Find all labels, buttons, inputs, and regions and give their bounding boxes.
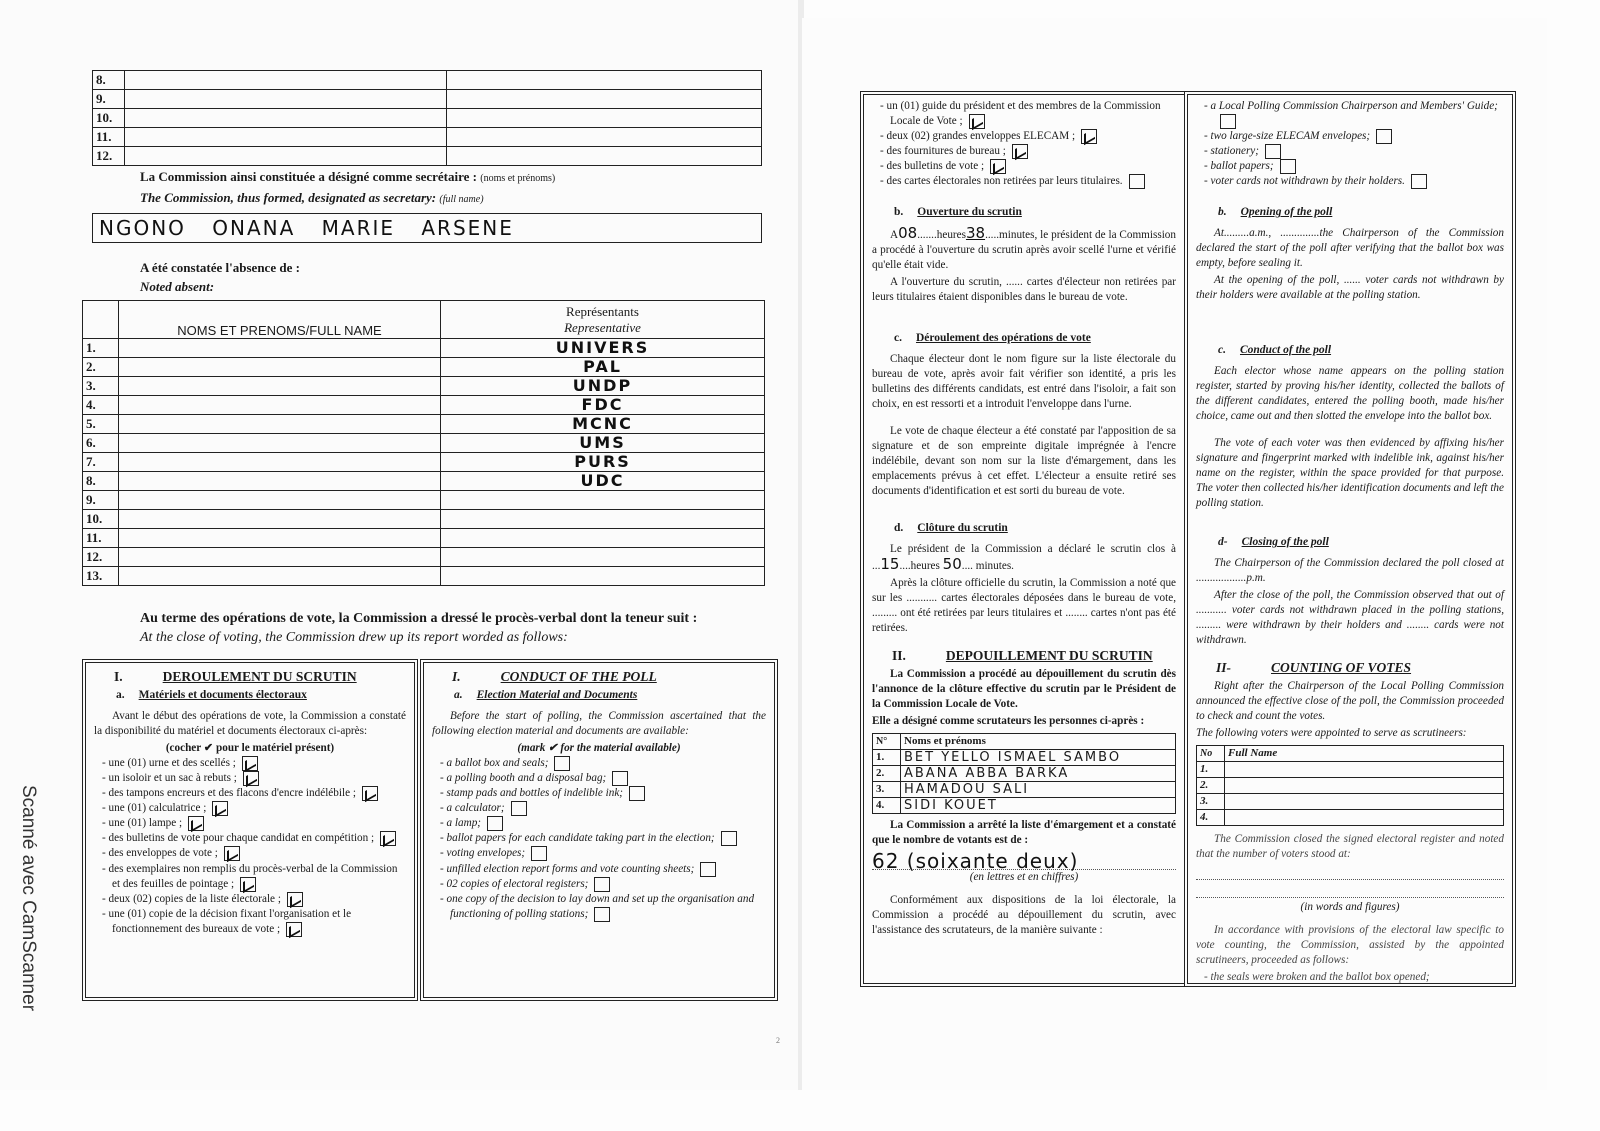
conduct-box-en xyxy=(420,659,778,1001)
subsection-number: b. xyxy=(1218,206,1227,219)
checkbox[interactable] xyxy=(594,877,610,892)
row-number: 2. xyxy=(83,358,119,377)
checklist-item xyxy=(94,907,406,937)
scrutineer-name xyxy=(1225,762,1504,778)
closing-minutes-value: 50 xyxy=(942,555,962,574)
checklist-item-label: - one copy of the decision to lay down and set up the organisation and functioning of polling stations; xyxy=(440,892,755,920)
section-title: CONDUCT OF THE POLL xyxy=(500,669,657,684)
col-name: Full Name xyxy=(1225,746,1504,762)
representative-cell: UNDP xyxy=(441,377,765,396)
checked-checkbox[interactable] xyxy=(362,786,378,801)
absent-label-fr: A été constatée l'absence de : xyxy=(140,260,300,275)
checked-checkbox[interactable] xyxy=(243,771,259,786)
checkbox[interactable] xyxy=(1376,129,1392,144)
checklist-item xyxy=(432,877,766,892)
secretary-label-en: The Commission, thus formed, designated as secretary: xyxy=(140,190,437,205)
intro-text: Before the start of polling, the Commission ascertained that the following election material and documents are available: xyxy=(432,710,766,737)
checklist-item xyxy=(872,144,1176,159)
table-row xyxy=(1197,794,1504,810)
name-cell xyxy=(125,71,447,90)
table-row xyxy=(1197,778,1504,794)
row-number: 8. xyxy=(93,71,125,90)
checklist-item-label: - des bulletins de vote ; xyxy=(880,160,985,173)
table-row xyxy=(1197,762,1504,778)
table-row xyxy=(83,358,765,377)
name-cell xyxy=(125,147,447,166)
voters-note: (en lettres et en chiffres) xyxy=(969,871,1079,884)
checklist-item xyxy=(94,801,406,816)
table-row xyxy=(93,147,762,166)
table-row xyxy=(83,415,765,434)
table-row xyxy=(83,567,765,586)
checklist-item-label: - two large-size ELECAM envelopes; xyxy=(1204,130,1371,143)
secretary-note-en: (full name) xyxy=(439,194,484,205)
row-number: 1. xyxy=(873,750,901,766)
checklist-item xyxy=(94,831,406,846)
section-number: I. xyxy=(452,669,461,684)
subsection-number: d- xyxy=(1218,536,1228,549)
voters-line xyxy=(1196,882,1504,898)
checked-checkbox[interactable] xyxy=(380,831,396,846)
table-row xyxy=(873,766,1176,782)
scrutineers-intro: The following voters were appointed to serve as scrutineers: xyxy=(1196,727,1467,740)
col-number xyxy=(83,301,119,339)
col-number: No xyxy=(1197,746,1225,762)
checklist-item xyxy=(432,846,766,861)
checked-checkbox[interactable] xyxy=(287,892,303,907)
text: minutes. xyxy=(975,560,1014,573)
representative-cell: UNIVERS xyxy=(441,339,765,358)
subsection-number: c. xyxy=(894,332,902,345)
closing-text: The Chairperson of the Commission declared the poll closed at ..................p.m. xyxy=(1196,557,1504,585)
checklist-item-label: - des exemplaires non remplis du procès-verbal de la Commission et des feuilles de pointage ; xyxy=(102,862,398,890)
checkbox[interactable] xyxy=(721,831,737,846)
name-cell xyxy=(119,396,441,415)
scrutineer-name xyxy=(1225,778,1504,794)
right-column-fr: - un (01) guide du président et des membres de la Commission Locale de Vote ; - deux (02) grandes enveloppes ELECAM ; - des fournitures de bureau ; - des bulletins de vote ; - des cartes électorales non retirées par leurs titulaires. b. Ouverture du scrutin A08.......heures38.....minutes, le président de la Commission a procédé à l'ouverture du scrutin après avoir scellé l'urne et vérifié qu'elle était vide. A l'ouverture du scrutin, ...... cartes d'électeur non retirées par leurs titulaires étaient disponibles dans le bureau de vote. c. Déroulement des opérations de vote Chaque électeur dont le nom figure sur la liste électorale du bureau de vote, après avoir fait vérifier son identité, a pris les bulletins des différents candidats, est entré dans l'isoloir, a fait son choix, en est ressorti et a introduit l'enveloppe dans l'urne. Le vote de chaque électeur a été constaté par l'apposition de sa signature et de son empreinte digitale imprégnée à l'encre indélébile, devant son nom sur la liste d'émargement, dans les emplacements prévus à cet effet. L'électeur a ensuite retiré ses documents d'identification et est sorti du bureau de vote. d. Clôture du scrutin Le président de la Commission a déclaré le scrutin clos à ...15....heures 50.... minutes. Après la clôture officielle du scrutin, la Commission a noté que sur les ........... cartes électorales déposées dans le bureau de vote, ......... ont été retirées par leurs titulaires et ........ cartes n'ont pas été retirées. II. DEPOUILLEMENT DU SCRUTIN La Commission a procédé au dépouillement du scrutin dès l'annonce de la clôture effective du scrutin par le Président de la Commission Locale de Vote. Elle a désigné comme scrutateurs les personnes ci-après : N° Noms et prénoms 1. BET YELLO ISMAEL SAMBO 2. ABANA ABBA BARKA 3. HAMADOU SALI 4. SIDI KOUET La Commission a arrêté la liste d'émargement et a constaté que le nombre de votants est de : 62 (soixante deux) (en lettres et en chiffres) Conformément aux dispositions de la loi électorale, la Commission a procédé au dépouillement du scrutin, avec l'assistance des scrutateurs, de la manière suivante : xyxy=(860,91,1184,987)
subsection-title: Closing of the poll xyxy=(1241,536,1329,549)
table-row xyxy=(83,396,765,415)
checklist-item xyxy=(432,771,766,786)
checklist-item xyxy=(872,129,1176,144)
conduct-paragraph-2: The vote of each voter was then evidenced by affixing his/her signature and fingerprint marked with indelible ink, against his/her name on the register, within the space provided for that purpose. The voter then collected his/her identification documents and left the polling station. xyxy=(1196,437,1504,510)
row-number: 5. xyxy=(83,415,119,434)
counting-step: - the seals were broken and the ballot box opened; xyxy=(1204,971,1430,984)
table-row xyxy=(873,798,1176,814)
name-cell xyxy=(119,358,441,377)
checklist-item-label: - ballot papers for each candidate taking part in the election; xyxy=(440,832,715,845)
closing-hours-value: 15 xyxy=(880,555,900,574)
section-number: I. xyxy=(114,669,123,684)
conduct-paragraph-2: Le vote de chaque électeur a été constaté par l'apposition de sa signature et de son empreinte digitale imprégnée à l'encre indélébile, devant son nom sur la liste d'émargement, dans les emplacements prévus à cet effet. L'électeur a ensuite retiré ses documents d'identification et est sorti du bureau de vote. xyxy=(872,425,1176,498)
checklist xyxy=(432,756,766,922)
counting-paragraph: La Commission a procédé au dépouillement du scrutin dès l'annonce de la clôture effective du scrutin par le Président de la Commission Locale de Vote. xyxy=(872,668,1176,711)
secretary-name-field: NGONO ONANA MARIE ARSENE xyxy=(92,213,762,243)
subsection-title: Clôture du scrutin xyxy=(917,522,1008,535)
representative-cell xyxy=(447,71,762,90)
row-number: 6. xyxy=(83,434,119,453)
checkbox[interactable] xyxy=(554,756,570,771)
checklist-item xyxy=(94,771,406,786)
checklist-item xyxy=(94,892,406,907)
closing-text-fr: Au terme des opérations de vote, la Commission a dressé le procès-verbal dont la teneur suit : xyxy=(140,611,698,626)
representative-cell xyxy=(441,548,765,567)
checklist-item-label: - deux (02) copies de la liste électorale ; xyxy=(102,892,281,905)
checklist-item xyxy=(432,831,766,846)
subsection-number: b. xyxy=(894,206,904,219)
checklist xyxy=(94,756,406,937)
checklist-item-label: - a Local Polling Commission Chairperson and Members' Guide; xyxy=(1204,100,1498,112)
checklist-item xyxy=(1196,159,1504,174)
table-row xyxy=(93,109,762,128)
opening-text: At.........a.m., ..............the Chairperson of the Commission declared the start of the poll after verifying that the ballot box was empty, before sealing it. xyxy=(1196,227,1504,270)
checked-checkbox[interactable] xyxy=(286,922,302,937)
checklist-item xyxy=(94,786,406,801)
row-number: 2. xyxy=(873,766,901,782)
intro-text: Avant le début des opérations de vote, la Commission a constaté la disponibilité du matériel et documents électoraux ci-après: xyxy=(94,710,406,737)
scrutineers-table-fr xyxy=(872,733,1176,814)
representative-cell: FDC xyxy=(441,396,765,415)
checklist-item-label: - a polling booth and a disposal bag; xyxy=(440,772,607,785)
name-cell xyxy=(119,377,441,396)
name-cell xyxy=(119,548,441,567)
secretary-label xyxy=(140,167,555,209)
row-number: 12. xyxy=(93,147,125,166)
row-number: 4. xyxy=(83,396,119,415)
checkbox[interactable] xyxy=(700,862,716,877)
checklist-item-label: - 02 copies of electoral registers; xyxy=(440,877,589,890)
checklist-item-label: - un isoloir et un sac à rebuts ; xyxy=(102,772,237,785)
checklist-item xyxy=(432,756,766,771)
opening-minutes-value: 38 xyxy=(965,224,986,243)
section-title: DEROULEMENT DU SCRUTIN xyxy=(162,669,357,684)
counting-paragraph: Right after the Chairperson of the Local Polling Commission announced the effective close of the poll, the Commission proceeded to check and count the votes. xyxy=(1196,680,1504,723)
section-title: COUNTING OF VOTES xyxy=(1271,660,1412,676)
checkbox[interactable] xyxy=(511,801,527,816)
table-row xyxy=(93,71,762,90)
absent-label-en: Noted absent: xyxy=(140,279,215,294)
members-table xyxy=(92,70,762,166)
checklist-item-label: - des tampons encreurs et des flacons d'encre indélébile ; xyxy=(102,787,356,800)
checklist-item xyxy=(1196,144,1504,159)
voters-note: (in words and figures) xyxy=(1300,901,1400,914)
representative-cell: UMS xyxy=(441,434,765,453)
table-row xyxy=(83,510,765,529)
checklist-item-label: - des bulletins de vote pour chaque candidat en compétition ; xyxy=(102,832,375,845)
name-cell xyxy=(119,453,441,472)
checklist-item xyxy=(94,862,406,892)
checklist-item-label: - une (01) lampe ; xyxy=(102,817,183,830)
checklist-item-label: - des cartes électorales non retirées par leurs titulaires. xyxy=(880,175,1123,188)
col-name: Noms et prénoms xyxy=(901,734,1176,750)
representative-cell: MCNC xyxy=(441,415,765,434)
text: Le président de la Commission a déclaré le scrutin clos à xyxy=(890,543,1176,556)
col-number: N° xyxy=(873,734,901,750)
checklist-item-label: - a calculator; xyxy=(440,802,505,815)
name-cell xyxy=(119,434,441,453)
representative-cell xyxy=(447,109,762,128)
checklist-item xyxy=(432,816,766,831)
checklist-item xyxy=(94,816,406,831)
checklist-item-label: - a ballot box and seals; xyxy=(440,757,549,770)
text: A xyxy=(890,229,899,242)
row-number: 4. xyxy=(873,798,901,814)
table-row xyxy=(83,529,765,548)
checked-checkbox[interactable] xyxy=(240,877,256,892)
checked-checkbox[interactable] xyxy=(212,801,228,816)
checklist xyxy=(1196,99,1504,189)
checked-checkbox[interactable] xyxy=(188,816,204,831)
col-full-name-label: NOMS ET PRENOMS/FULL NAME xyxy=(177,323,382,338)
table-row xyxy=(873,750,1176,766)
checklist-item xyxy=(1196,174,1504,189)
camscanner-watermark: Scanné avec CamScanner xyxy=(18,785,39,1012)
conduct-paragraph-1: Each elector whose name appears on the polling station register, started by proving his/her identity, collected the ballots of the different candidates, entered the polling booth, made his/her choice, came out and then slotted the envelope into the ballot box. xyxy=(1196,365,1504,423)
table-row xyxy=(93,128,762,147)
row-number: 13. xyxy=(83,567,119,586)
checkbox[interactable] xyxy=(1411,174,1427,189)
table-row xyxy=(873,782,1176,798)
representative-cell xyxy=(441,529,765,548)
checked-checkbox[interactable] xyxy=(242,756,258,771)
subsection-number: d. xyxy=(894,522,904,535)
name-cell xyxy=(119,339,441,358)
col-full-name xyxy=(119,301,441,339)
checklist-item-label: - des enveloppes de vote ; xyxy=(102,847,218,860)
checklist-item xyxy=(872,174,1176,189)
checked-checkbox[interactable] xyxy=(1012,144,1028,159)
representative-cell xyxy=(447,147,762,166)
subsection-number: a. xyxy=(454,689,463,701)
checklist-item-label: - ballot papers; xyxy=(1204,160,1274,173)
row-number: 3. xyxy=(1197,794,1225,810)
row-number: 3. xyxy=(83,377,119,396)
checklist-item xyxy=(432,786,766,801)
checklist-item-label: - des fournitures de bureau ; xyxy=(880,145,1006,158)
row-number: 4. xyxy=(1197,810,1225,826)
checklist-item-label: - un (01) guide du président et des membres de la Commission Locale de Vote ; xyxy=(880,100,1161,128)
representative-cell: PAL xyxy=(441,358,765,377)
representative-cell xyxy=(441,491,765,510)
representative-cell xyxy=(441,510,765,529)
scrutineer-name xyxy=(1225,810,1504,826)
table-row xyxy=(83,339,765,358)
table-row xyxy=(83,491,765,510)
checklist-item xyxy=(94,846,406,861)
table-row xyxy=(83,453,765,472)
table-row xyxy=(93,90,762,109)
name-cell xyxy=(119,529,441,548)
section-number: II. xyxy=(892,648,906,664)
checklist-item xyxy=(432,862,766,877)
scrutineers-intro: Elle a désigné comme scrutateurs les personnes ci-après : xyxy=(872,715,1145,728)
text: minutes, le président de la Commission a procédé à l'ouverture du scrutin après avoir scellé l'urne et vérifié qu'elle était vide. xyxy=(872,229,1176,272)
subsection-title: Matériels et documents électoraux xyxy=(138,689,307,701)
table-row xyxy=(83,377,765,396)
voters-text: La Commission a arrêté la liste d'émargement et a constaté que le nombre de votants est de : xyxy=(872,819,1176,847)
scrutineer-name: HAMADOU SALI xyxy=(901,782,1176,798)
checkbox[interactable] xyxy=(1265,144,1281,159)
absent-table xyxy=(82,300,765,586)
opening-hours-value: 08 xyxy=(898,224,918,243)
representative-cell xyxy=(447,90,762,109)
scrutineer-name: BET YELLO ISMAEL SAMBO xyxy=(901,750,1176,766)
checklist xyxy=(872,99,1176,189)
checklist-item xyxy=(432,801,766,816)
checked-checkbox[interactable] xyxy=(969,114,985,129)
checklist-item-label: - stationery; xyxy=(1204,145,1259,158)
checkbox[interactable] xyxy=(531,846,547,861)
checkbox[interactable] xyxy=(629,786,645,801)
col-rep-fr: Représentants xyxy=(566,303,639,319)
opening-cards-text: At the opening of the poll, ...... voter cards not withdrawn by their holders were available at the polling station. xyxy=(1196,274,1504,302)
checklist-item xyxy=(432,892,766,922)
representative-cell xyxy=(441,567,765,586)
instruction-text: (mark ✔ for the material available) xyxy=(517,742,681,754)
subsection-title: Conduct of the poll xyxy=(1239,344,1332,357)
checklist-item-label: - voter cards not withdrawn by their holders. xyxy=(1204,175,1405,188)
counting-procedure-text: Conformément aux dispositions de la loi électorale, la Commission a procédé au dépouillement du scrutin, avec l'assistance des scrutateurs, de la manière suivante : xyxy=(872,894,1176,937)
checkbox[interactable] xyxy=(487,816,503,831)
subsection-number: a. xyxy=(116,689,125,701)
checked-checkbox[interactable] xyxy=(1081,129,1097,144)
checklist-item xyxy=(872,159,1176,174)
row-number: 3. xyxy=(873,782,901,798)
name-cell xyxy=(119,472,441,491)
checkbox[interactable] xyxy=(594,907,610,922)
scrutineers-table-en xyxy=(1196,745,1504,826)
conduct-paragraph-1: Chaque électeur dont le nom figure sur la liste électorale du bureau de vote, après avoir fait vérifier son identité, a pris les bulletins des différents candidats, est entré dans l'isoloir, a fait son choix, en est ressorti et a introduit l'enveloppe dans l'urne. xyxy=(872,353,1176,411)
col-representative xyxy=(441,301,765,339)
checkbox[interactable] xyxy=(612,771,628,786)
name-cell xyxy=(119,415,441,434)
table-row xyxy=(1197,810,1504,826)
name-cell xyxy=(125,128,447,147)
closing-text-en: At the close of voting, the Commission drew up its report worded as follows: xyxy=(140,630,568,645)
checklist-item-label: - a lamp; xyxy=(440,817,482,830)
voters-count-value: 62 (soixante deux) xyxy=(872,854,1176,870)
conduct-box-fr xyxy=(82,659,418,1001)
name-cell xyxy=(119,567,441,586)
subsection-title: Opening of the poll xyxy=(1240,206,1333,219)
checklist-item-label: - deux (02) grandes enveloppes ELECAM ; xyxy=(880,130,1076,143)
name-cell xyxy=(119,491,441,510)
checklist-item-label: - voting envelopes; xyxy=(440,847,526,860)
subsection-title: Election Material and Documents xyxy=(476,689,638,701)
row-number: 7. xyxy=(83,453,119,472)
scrutineer-name: ABANA ABBA BARKA xyxy=(901,766,1176,782)
subsection-title: Déroulement des opérations de vote xyxy=(915,332,1091,345)
scrutineer-name: SIDI KOUET xyxy=(901,798,1176,814)
subsection-title: Ouverture du scrutin xyxy=(917,206,1022,219)
text: heures xyxy=(936,229,966,242)
checklist-item-label: - une (01) copie de la décision fixant l'organisation et le fonctionnement des bureaux de vote ; xyxy=(102,907,352,935)
row-number: 12. xyxy=(83,548,119,567)
voters-line xyxy=(1196,864,1504,880)
name-cell xyxy=(119,510,441,529)
table-row xyxy=(83,548,765,567)
row-number: 9. xyxy=(83,491,119,510)
checklist-item-label: - une (01) calculatrice ; xyxy=(102,802,207,815)
checklist-item xyxy=(1196,129,1504,144)
checklist-item-label: - unfilled election report forms and vote counting sheets; xyxy=(440,862,695,875)
voters-text: The Commission closed the signed electoral register and noted that the number of voters stood at: xyxy=(1196,833,1504,861)
secretary-label-fr: La Commission ainsi constituée a désigné comme secrétaire : xyxy=(140,169,477,184)
closing-cards-text: After the close of the poll, the Commission observed that out of ........... voter cards not withdrawn placed in the polling stations, ......... were withdrawn by their holders and ........ cards were not withdrawn. xyxy=(1196,589,1504,647)
table-row xyxy=(83,472,765,491)
scrutineer-name xyxy=(1225,794,1504,810)
checkbox[interactable] xyxy=(1220,114,1236,129)
section-number: II- xyxy=(1216,660,1232,676)
row-number: 1. xyxy=(83,339,119,358)
checklist-item xyxy=(94,756,406,771)
row-number: 1. xyxy=(1197,762,1225,778)
row-number: 10. xyxy=(83,510,119,529)
section-title: DEPOUILLEMENT DU SCRUTIN xyxy=(945,648,1153,664)
page-number: 2 xyxy=(776,1036,780,1045)
checklist-item-label: - une (01) urne et des scellés ; xyxy=(102,757,236,770)
checkbox[interactable] xyxy=(1280,159,1296,174)
representative-cell xyxy=(447,128,762,147)
checked-checkbox[interactable] xyxy=(224,846,240,861)
row-number: 10. xyxy=(93,109,125,128)
opening-cards-text: A l'ouverture du scrutin, ...... cartes d'électeur non retirées par leurs titulaires étaient disponibles dans le bureau de vote. xyxy=(872,276,1176,304)
name-cell xyxy=(125,109,447,128)
col-rep-en: Representative xyxy=(564,319,641,335)
closing-cards-text: Après la clôture officielle du scrutin, la Commission a noté que sur les ........... cartes électorales déposées dans le bureau de vote, ......... ont été retirées par leurs titulaires et ........ cartes n'ont pas été retirées. xyxy=(872,577,1176,635)
subsection-number: c. xyxy=(1218,344,1226,357)
instruction-text: (cocher ✔ pour le matériel présent) xyxy=(165,742,335,754)
row-number: 2. xyxy=(1197,778,1225,794)
name-cell xyxy=(125,90,447,109)
representative-cell: PURS xyxy=(441,453,765,472)
checklist-item xyxy=(872,99,1176,129)
row-number: 9. xyxy=(93,90,125,109)
row-number: 11. xyxy=(93,128,125,147)
counting-procedure-text: In accordance with provisions of the electoral law specific to vote counting, the Commission, assisted by the appointed scrutineers, proceeded as follows: xyxy=(1196,924,1504,967)
text: heures xyxy=(910,560,940,573)
secretary-note-fr: (noms et prénoms) xyxy=(480,173,556,184)
right-column-en xyxy=(1184,91,1516,987)
row-number: 11. xyxy=(83,529,119,548)
checkbox[interactable] xyxy=(1129,174,1145,189)
checklist-item-label: - stamp pads and bottles of indelible ink; xyxy=(440,787,624,800)
representative-cell: UDC xyxy=(441,472,765,491)
checked-checkbox[interactable] xyxy=(990,159,1006,174)
table-row xyxy=(83,434,765,453)
row-number: 8. xyxy=(83,472,119,491)
checklist-item xyxy=(1196,99,1504,129)
